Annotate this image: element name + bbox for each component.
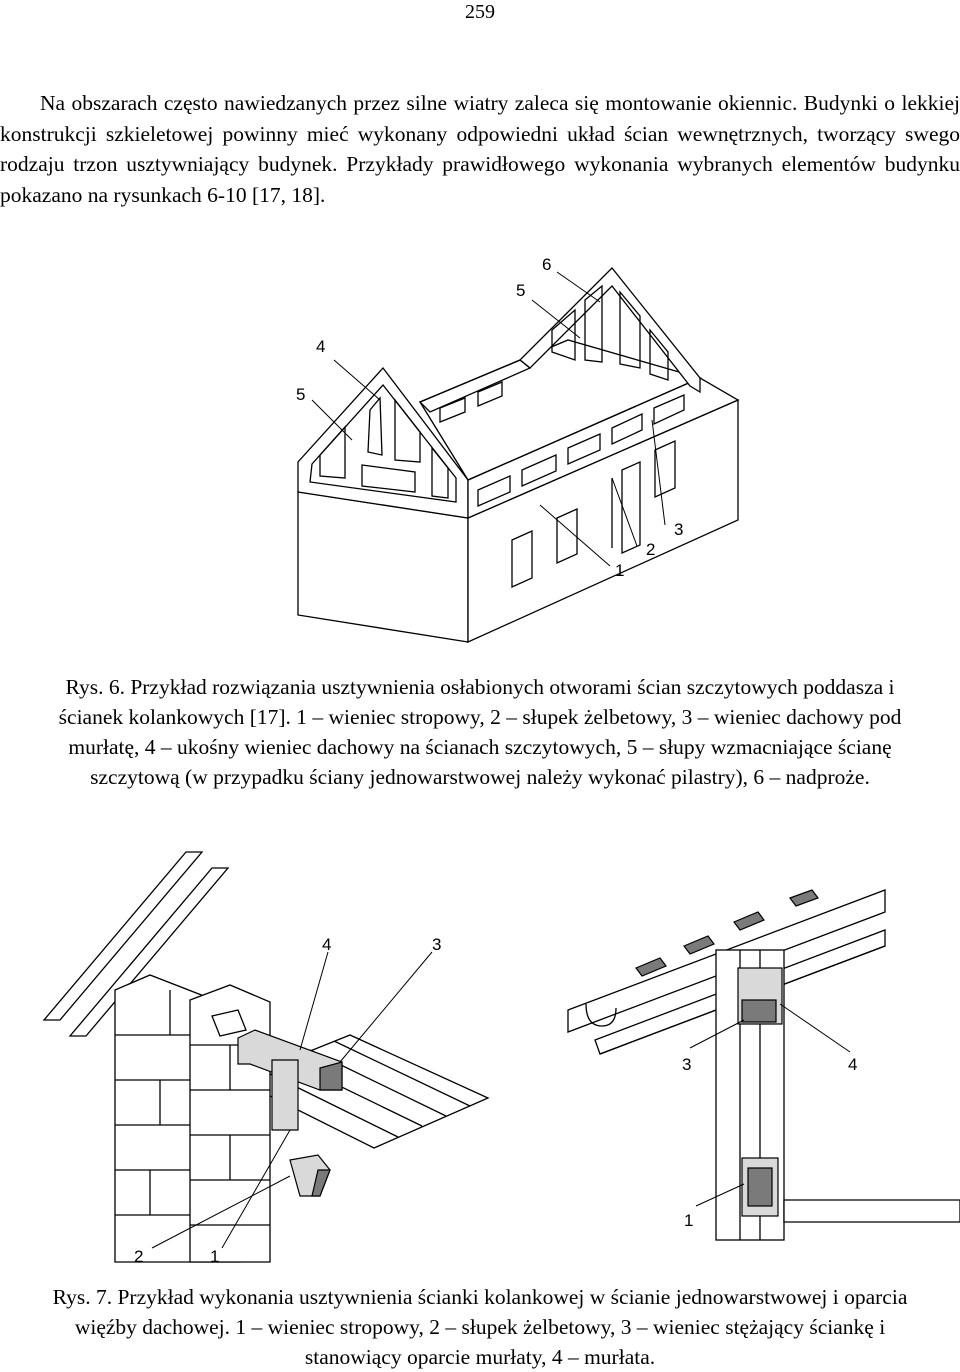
- page-number: 259: [465, 1, 495, 23]
- rear-gable: [520, 268, 700, 392]
- fig6-label-6: 6: [542, 255, 552, 274]
- fig7-left-label-3: 3: [432, 935, 442, 954]
- fig6-label-2: 2: [646, 540, 656, 559]
- figure-6-house-drawing: [0, 252, 960, 662]
- fig7-left-label-2: 2: [134, 1247, 144, 1266]
- reinforced-post: [272, 1060, 298, 1130]
- fig7-left-label-4: 4: [322, 935, 332, 954]
- figure-7-knee-wall-drawing: [0, 840, 960, 1280]
- figure-7-caption: Rys. 7. Przykład wykonania usztywnienia ścianki kolankowej w ścianie jednowarstwowej i oparcia więźby dachowej. 1 – wieniec stropowy, 2 – słupek żelbetowy, 3 – wieniec stężający ściankę i stanowiący oparcie murłaty, 4 – murłata.: [52, 1285, 908, 1369]
- fig7-left-label-1: 1: [210, 1247, 220, 1266]
- fig6-label-3: 3: [674, 520, 684, 539]
- intro-paragraph: [0, 88, 960, 210]
- fig6-label-5-top: 5: [516, 281, 526, 300]
- fig6-label-1: 1: [615, 561, 625, 580]
- fig7-right-label-3: 3: [682, 1055, 692, 1074]
- figure-6-caption: Rys. 6. Przykład rozwiązania usztywnienia osłabionych otworami ścian szczytowych poddasza i ścianek kolankowych [17]. 1 – wieniec stropowy, 2 – słupek żelbetowy, 3 – wieniec dachowy pod murłatę, 4 – ukośny wieniec dachowy na ścianach szczytowych, 5 – słupy wzmacniające ścianę szczytową (w przypadku ściany jednowarstwowej należy wykonać pilastry), 6 – nadproże.: [58, 675, 902, 789]
- fig7-right-label-4: 4: [848, 1055, 858, 1074]
- fig7-right-label-1: 1: [684, 1211, 694, 1230]
- fig6-label-4: 4: [316, 337, 326, 356]
- fig7-left-isometric: [44, 852, 488, 1266]
- intro-text: Na obszarach często nawiedzanych przez silne wiatry zaleca się montowanie okiennic. Budynki o lekkiej konstrukcji szkieletowej powinny mieć wykonany odpowiedni układ ścian wewnętrznych, tworzący swego rodzaju trzon usztywniający budynek. Przykłady prawidłowego wykonania wybranych elementów budynku pokazano na rysunkach 6-10 [17, 18].: [0, 91, 960, 207]
- fig7-right-section: [568, 890, 960, 1240]
- fig6-label-5-left: 5: [296, 385, 306, 404]
